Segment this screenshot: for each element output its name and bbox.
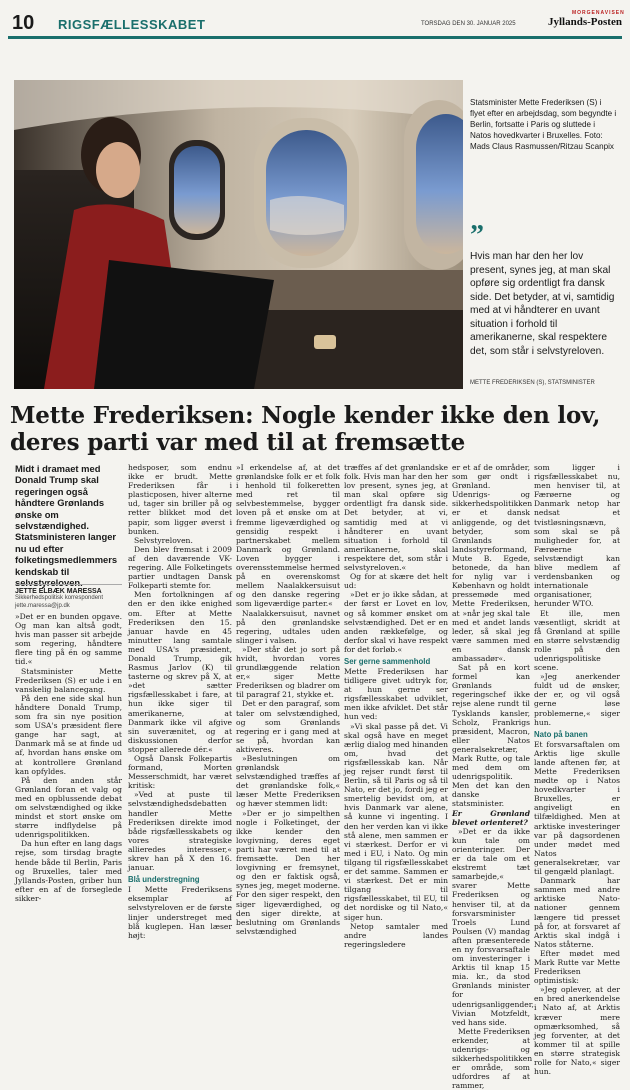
subheading: Blå understregning bbox=[128, 875, 200, 885]
paragraph: Den blev fremsat i 2009 af den daværende VK-regering. Alle Folketingets partier undtagen Dansk Folkeparti stemte for. bbox=[128, 544, 232, 591]
paragraph: Netop samtaler med andre landes regeringsledere bbox=[344, 921, 448, 949]
article-headline: Mette Frederiksen: Nogle kender ikke den lov, deres parti var med til at fremsætte bbox=[10, 402, 601, 456]
paragraph: som ligger i rigsfællesskabet nu, men henviser til, at Færøerne og Danmark netop har nedsat et tvistløsningsnævn, som skal se på muligheder for, at Færøerne selvstændigt kan blive medlem af verdensbanken og internationale organisationer, herunder WTO. bbox=[534, 463, 620, 609]
paragraph: Efter mødet med Mark Rutte var Mette Frederiksen optimistisk: bbox=[534, 948, 620, 986]
article-lead: Midt i dramaet med Donald Trump skal regeringen også håndtere Grønlands ønske om selvstændighed. Statsministeren langer nu ud efter folketingsmedlemmers kendskab til selvstyreloven. bbox=[15, 463, 118, 589]
body-column-4 bbox=[344, 463, 448, 949]
paragraph: Da hun efter en lang dags rejse, som tirsdag bragte hende både til Berlin, Paris og Bruxelles, taler med Jyllands-Posten, griber hun efter en af de forseglede sikker- bbox=[15, 839, 122, 903]
paragraph: På den ene side skal hun håndtere Donald Trump, som fra sin nye position som USA's præsident flere gange har sagt, at Danmark må se at finde ud af, hvordan hans ønske om at kontrollere Grønland kan opfyldes. bbox=[15, 693, 122, 776]
section-title: RIGSFÆLLESSKABET bbox=[58, 17, 206, 32]
photo-caption: Statsminister Mette Frederiksen (S) i flyet efter en arbejdsdag, som begyndte i Berlin, fortsatte i Paris og sluttede i Natos hovedkvarter i Bruxelles. Foto: Mads Claus Rasmussen/Ritzau Scanpix bbox=[470, 98, 617, 151]
subheading: Nato på banen bbox=[534, 729, 588, 739]
page-number: 10 bbox=[12, 12, 35, 34]
newspaper-logo bbox=[548, 10, 625, 28]
paragraph: Mette Frederiksen har tidligere givet udtryk for, at hun gerne ser rigsfællesskabet udviklet, men ikke afviklet. Det står hun ved: bbox=[344, 666, 448, 722]
paragraph: er et af de områder, som gør ondt i Grønland. Udenrigs- og sikkerhedspolitikken er et dansk anliggende, og det betyder, som Grønlands landsstyreformand, Mute B. Egede, betonede, da han for nylig var i København og holdt pressemøde med Mette Frederiksen, at »når jeg skal tale med et andet lands leder, så skal jeg være sammen med en dansk ambassadør«. bbox=[452, 463, 533, 663]
page-header bbox=[8, 8, 625, 36]
paragraph: Selvstyreloven. bbox=[134, 535, 193, 545]
pull-quote: Hvis man har den her lov present, synes jeg, at man skal opføre sig ordentligt fra dansk side. Det betyder, at vi, samtidig med at vi håndterer en uvant situation i forhold til amerikanerne, skal respektere det, som står i selvstyreloven. bbox=[470, 251, 615, 357]
subheading: Ser gerne sammenhold bbox=[344, 656, 431, 666]
paragraph: Mette Frederiksen erkender, at udenrigs- og sikkerhedspolitikken er område, som udfordres af at rammer, bbox=[452, 1026, 533, 1090]
body-column-6 bbox=[534, 463, 620, 1076]
paragraph: »I erkendelse af, at det grønlandske folk er et folk i henhold til folkeretten med ret til selvbestemmelse, bygger loven på et ønske om at fremme ligeværdighed og gensidig respekt i partnerskabet mellem Danmark og Grønland. Loven bygger i overensstemmelse hermed på en overenskomst mellem Naalakkersuisut og den danske regering som ligeværdige parter.« bbox=[236, 463, 340, 609]
airplane-cabin-photo bbox=[14, 80, 463, 389]
header-rule bbox=[8, 36, 622, 39]
paragraph: »Jeg oplever, at der en bred anerkendelse i Nato af, at Arktis kræver mere opmærksomhed, så jeg forventer, at det kommer til at spille en større strategisk rolle for Nato,« siger hun. bbox=[534, 985, 620, 1077]
paragraph: Et forsvarsaftalen om Arktis lige skulle lande aftenen før, at Mette Frederiksen mødte op i Natos hovedkvarter i Bruxelles, er angiveligt en tilfældighed. Men at arktiske investeringer var på dagsordenen under mødet med Natos generalsekretær, var til gengæld planlagt. bbox=[534, 739, 620, 877]
paragraph: Men fortolkningen af den er den ikke enighed om. Efter at Mette Frederiksen den 15. januar havde en 45 minutter lang samtale med USA's præsident, Donald Trump, gik Rasmus Jarlov (K) til tasterne og skrev på X, at »det sætter rigsfællesskabet i fare, at hun ikke siger til amerikanerne, at Danmark ikke vil afgive sin suverænitet, og at diskussionen derfor stopper allerede dér.« bbox=[128, 590, 232, 754]
paragraph: På den anden står Grønland foran et valg og med en opblussende debat om selvstændighed og ikke mindst et stort ønske om større indflydelse på udenrigspolitikken. bbox=[15, 775, 122, 840]
paragraph: »Det er da ikke kun tale om orienteringer. Der er da tale om et ekstremt tæt samarbejde,« svarer Mette Frederiksen og henviser til, at da forsvarsminister Troels Lund Poulsen (V) mandag aften præsenterede en ny forsvarsaftale om investeringer i Arktis til knap 15 mia. kr., da stod Grønlands minister for udenrigsanliggender, Vivian Motzfeldt, ved hans side. bbox=[452, 826, 534, 1027]
paragraph: Det er den paragraf, som taler om selvstændighed, og som Grønlands regering er i gang med at se på, hvordan kan aktiveres. bbox=[236, 699, 340, 754]
body-column-1 bbox=[15, 612, 122, 903]
paragraph: træffes af det grønlandske folk. Hvis man har den her lov present, synes jeg, at man skal opføre sig ordentligt fra dansk side. Det betyder, at vi, samtidig med at vi håndterer en uvant situation i forhold til amerikanerne, skal respektere det, som står i selvstyreloven.« bbox=[344, 463, 448, 573]
byline bbox=[15, 584, 122, 610]
paragraph: Et ille, men væsentligt, skridt at få Grønland at spille en større selvstændig rolle på den udenrigspolitiske scene. bbox=[534, 608, 620, 673]
paragraph: Naalakkersuisut, navnet på den grønlandske regering, udtales uden slinger i valsen. bbox=[236, 608, 340, 645]
author-role: Sikkerhedspolitisk korrespondent jette.maressa@jp.dk bbox=[15, 595, 104, 609]
paragraph: Sat på en kort formel kan Grønlands regeringschef ikke rejse alene rundt til Tysklands kansler, Scholz, Frankrigs præsident, Macron, eller Natos generalsekretær, Mark Rutte, og tale med dem om udenrigspolitik. Men det kan den danske statsminister. bbox=[452, 663, 530, 809]
paragraph: »Der er jo simpelthen nogle i Folketinget, der ikke kender den lovgivning, deres eget parti har været med til at fremsætte. Den her lovgivning er fremsynet, og den er faktisk også, synes jeg, meget moderne. For den siger respekt, den siger ligeværdighed, og den siger direkte, at beslutning om Grønlands selvstændighed bbox=[236, 808, 340, 936]
paragraph: Statsminister Mette Frederiksen (S) er ude i en vanskelig balancegang. bbox=[15, 666, 122, 694]
pull-quote-attribution: METTE FREDERIKSEN (S), STATSMINISTER bbox=[470, 380, 595, 386]
paragraph: »Det er jo ikke sådan, at der først er Lovet en lov, og så kommer ønsket om selvstændighed. Det er en anden rækkefølge, og derfor skal vi have respekt for det forløb.« bbox=[344, 590, 448, 654]
paragraph: Danmark har sammen med andre arktiske Nato-nationer gennem længere tid presset på for, at forsvaret af Arktis skal indgå i Natos ståterne. bbox=[534, 876, 620, 949]
question: Er Grønland blevet orienteret? bbox=[452, 808, 530, 827]
quote-mark: ” bbox=[470, 220, 484, 251]
body-column-3 bbox=[236, 463, 340, 936]
body-column-2 bbox=[128, 463, 232, 940]
paragraph: »Jeg anerkender fuldt ud de ønsker, der er, og vil også gerne løse problemerne,« siger hun. bbox=[534, 672, 620, 727]
article-photo bbox=[14, 80, 463, 389]
paragraph: »Ved at puste til selvstændighedsdebatten handler Mette Frederiksen direkte imod både rigsfællesskabets og vores strategiske allieredes interesser,« skrev han på X den 16. januar. bbox=[128, 790, 232, 873]
paragraph: »Vi skal passe på det. Vi skal også have en meget ærlig dialog med hinanden om, hvad det rigsfællesskab kan. Når jeg rejser rundt først til Berlin, så til Paris og så til Nato, er det jo, fordi jeg er smertelig bevidst om, at hvis Danmark var alene, så kunne vi ingenting. I den her verden kan vi ikke stå alene, men sammen er vi stærkest. Derfor er vi med i EU, i Nato. Og min tilgang til rigsfællesskabet er det samme. Sammen er vi stærkest. Det er min tilgang til rigsfællesskabet, til EU, til det nordiske og til Nato,« siger hun. bbox=[344, 721, 448, 922]
logo-tagline: MORGENAVISEN bbox=[572, 10, 625, 16]
author-name: JETTE ELBÆK MARESSA bbox=[15, 588, 102, 595]
paragraph: »Beslutningen om grønlandsk selvstændighed træffes af det grønlandske folk,« læser Mette Frederiksen og hæver stemmen lidt: bbox=[236, 754, 340, 809]
paragraph: »Der står det jo sort på hvidt, hvordan vores grundlæggende relation er,« siger Mette Frederiksen og bladrer om til paragraf 21, stykke et. bbox=[236, 644, 340, 700]
paragraph: Også Dansk Folkepartis formand, Morten Messerschmidt, har været kritisk: bbox=[128, 754, 232, 791]
paragraph: hedsposer, som endnu ikke er brudt. Mette Frederiksen får i plasticposen, hiver alterne ud, tager sin briller på og retter blikket mod det papir, som ligger øverst i bunken. bbox=[128, 463, 232, 536]
body-column-5 bbox=[452, 463, 534, 1090]
paragraph: »Det er en bunden opgave. Og man kan altså godt, hvis man passer sit arbejde som regering, håndtere flere ting på én og samme tid.« bbox=[15, 612, 122, 667]
paragraph: I Mette Frederiksens eksemplar af selvstyreloven er de første linjer understreget med blå kuglepen. Han læser højt: bbox=[128, 885, 232, 940]
logo-name: Jyllands-Posten bbox=[548, 16, 622, 28]
paragraph: Og for at skære det helt ud: bbox=[344, 572, 448, 591]
issue-date: TORSDAG DEN 30. JANUAR 2025 bbox=[421, 21, 516, 27]
